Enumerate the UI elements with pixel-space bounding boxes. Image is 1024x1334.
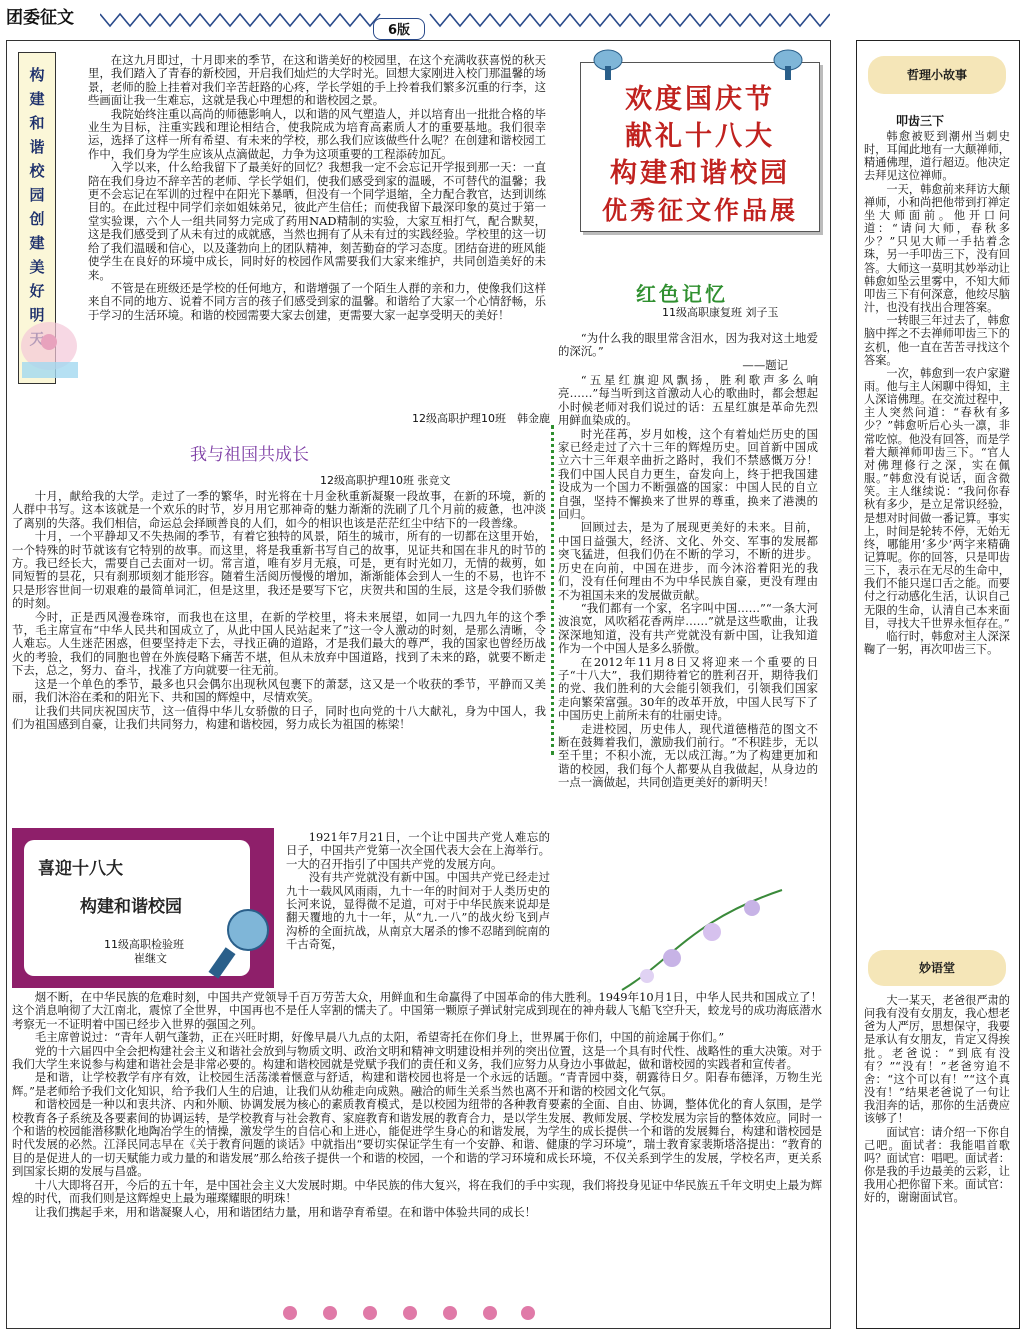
article-paragraph: 让我们携起手来，用和谐凝聚人心，用和谐团结力量，用和谐孕育希望。在和谐中体验共同的成长！ (34, 1204, 536, 1219)
article-paragraph: 是和谐，让学校教学有序有效，让校园生活荡漾着惬意与舒适，构建和谐校园也将是一个永远的话题。“青青园中葵，朝露待日夕。阳春布德泽，万物生光辉。”是老师给予我们文化知识，给予我们人生的启迪，让我们从幼稚走向成熟。融洽的师生关系当然也离不开和谐的校园文化气氛。 (12, 1070, 822, 1098)
vertical-title-char: 校 (29, 162, 45, 180)
article-campus-harmony-byline: 12级高职护理10班 韩金鹿 (412, 412, 550, 425)
flowers-decoration (612, 880, 792, 1000)
vertical-title-char: 美 (29, 258, 45, 276)
story-label: 哲理小故事 (906, 68, 967, 82)
paper-name: 团委征文 (6, 8, 74, 28)
scroll-pin-right-icon (768, 48, 808, 80)
vertical-title-char: 建 (29, 234, 45, 252)
story-paragraph: 一转眼三年过去了，韩愈脑中挥之不去禅师叩齿三下的玄机，他一直在苦苦寻找这个答案。 (864, 314, 1010, 367)
article-grow-with-motherland-title: 我与祖国共成长 (190, 445, 309, 465)
magnifier-decoration (208, 904, 274, 984)
article-paragraph: 毛主席曾说过：“青年人朝气蓬勃，正在兴旺时期，好像早晨八九点的太阳，希望寄托在你们身上，世界属于你们，中国的前途属于你们。” (34, 1030, 725, 1045)
article-paragraph: 和谐校园是一种以和衷共济、内和外顺、协调发展为核心的素质教育模式，是以校园为纽带的各种教育要素的全面、自由、协调，整体优化的育人氛围，是学校教育各子系统及各要素间的协调运转，是学校教育与社会教育、家庭教育和谐发展的教育合力，是以学生发展、教师发展、学校发展为宗旨的整体效应。同时一个和谐的校园能潜移默化地陶冶学生的情操，激发学生的自信心和上进心，能促进学生身心的和谐发展，为学生的成长提供一个和谐的发展舞台，构建和谐校园是时代发展的必然。江泽民同志早在《关于教育问题的谈话》中就指出“要切实保证学生有一个安静、和谐、健康的学习环境”，瑞士教育家裴斯塔洛提出：“教育的目的是促进人的一切天赋能力或力量的和谐发展”那么给孩子提供一个和谐的校园，一个和谐的学习环境和成长环境，不仅关系到学生的发展，学校名声，更关系到国家长期的发展与昌盛。 (12, 1097, 822, 1179)
article-red-memory-epigraph: “为什么我的眼里常含泪水，因为我对这土地爱的深沉。” ——题记 (558, 331, 818, 372)
vertical-title-char: 和 (29, 114, 45, 132)
article-paragraph: 十八大即将召开，今后的五十年，是中国社会主义大发展时期。中华民族的伟大复兴，将在我们的手中实现，我们将投身见证中华民族五千年文明史上最为辉煌的时代，而我们则是这辉煌史上最为璀璨耀眼的明珠！ (12, 1177, 822, 1206)
article-party-history-side (286, 831, 550, 952)
vertical-title-char: 好 (29, 282, 45, 300)
article-paragraph: 党的十六届四中全会把构建社会主义和谐社会放到与物质文明、政治文明和精神文明建设相并列的突出位置，这是一个具有时代性、战略性的重大决策。对于我们大学生来说参与构建和谐社会是非常必要的。构建和谐校园就是党赋予我们的责任和义务，我们应努力从身边小事做起，做和谐校园的实践者和宣传者。 (12, 1043, 822, 1072)
vertical-title-char: 构 (29, 66, 45, 84)
vertical-title (19, 53, 55, 351)
article-campus-harmony (88, 54, 546, 322)
page-number-badge (373, 18, 425, 40)
page-number: 6版 (387, 23, 411, 38)
joke-label: 妙语堂 (918, 961, 955, 975)
article-paragraph: 我院始终注重以高尚的师德影响人，以和谐的风气塑造人，并以培育出一批批合格的毕业生为目标，注重实践和理论相结合，使我院成为培育高素质人才的重要基地。我们很幸运，选择了这样一所有希望、有未来的学校，那么我们应该做些什么呢？在创建和谐校园工作中，我们身为学生应该从点滴做起，力争为这项重要的工程添砖加瓦。 (88, 106, 546, 161)
joke-label-box (868, 950, 1006, 986)
welcome-author-class: 11级高职检验班 (104, 938, 184, 951)
scroll-pin-left-icon (588, 48, 628, 80)
article-paragraph: 走进校园，历史伟人，现代道德楷范的图文不断在鼓舞着我们，激励我们前行。“不积跬步，无以至千里；不积小流，无以成江海。”为了构建更加和谐的校园，我们每个人都要从自我做起，从身边的一点一滴做起，共同创造更美好的新明天！ (558, 721, 818, 790)
article-grow-with-motherland-byline: 12级高职护理10班 张竞文 (320, 474, 451, 487)
masthead-zigzag (100, 10, 830, 32)
lotus-decoration (14, 310, 84, 382)
article-paragraph: 回顾过去，是为了展现更美好的未来。目前，中国日益强大，经济、文化、外交、军事的发展都突飞猛进，但我们仍在不断的学习，不断的进步。历史在向前，中国在进步，而今沐浴着阳光的我们，没有任何理由不为中华民族自豪，更没有理由不为祖国未来的发展做贡献。 (558, 520, 818, 602)
vertical-title-char: 明 (29, 306, 45, 324)
article-paragraph: 这是一个单色的季节，最多也只会偶尔出现秋风包裹下的萧瑟，这又是一个收获的季节，平静而又美丽，我们沐浴在柔和的阳光下、共和国的辉煌中，尽情欢笑。 (12, 676, 546, 705)
article-paragraph: 时光荏苒，岁月如梭，这个有着灿烂历史的国家已经走过了六十三年的辉煌历史。回首新中国成立六十三年艰辛曲折之路时，我们不禁感慨万分！我们中国人民自力更生，奋发向上，终于把我国建设成为一个国力不断强盛的国家：中国人民的自立自强，坚持不懈换来了世界的尊重，换来了港澳的回归。 (558, 426, 818, 522)
welcome-box (12, 828, 274, 988)
bottom-flowers-decoration (270, 1300, 540, 1326)
article-paragraph: 十月，献给我的大学。走过了一季的繁华，时光将在十月金秋重新凝聚一段故事，在新的环境，新的人群中书写。这本该就是一个欢乐的时节，岁月用它那神奇的魅力渐渐的洗刷了几个月前的疲惫，也冲淡了离别的失落。我们相信，命运总会择顾善良的人们，如今的相识也该是茫茫红尘中结下的一段善缘。 (12, 489, 546, 530)
vertical-title-char: 创 (29, 210, 45, 228)
article-paragraph: 在2012年11月8日又将迎来一个重要的日子“十八大”，我们期待着它的胜利召开，期待我们的党、我们胜利的大会能引领我们，引领我们国家走向繁荣富强。30年的改革开放，中国人民写下了中国历史上前所未有的壮丽史诗。 (558, 654, 818, 723)
article-paragraph: 在这九月即过，十月即来的季节，在这和谐美好的校园里，在这个充满收获喜悦的秋天里，我们踏入了青春的新校园，开启我们灿烂的大学时光。回想大家刚进入校门那温馨的场景，老师的脸上挂着对我们辛苦赶路的心疼，学长学姐的手上拎着我们繁多沉重的行李，这些画面让我一生难忘，这就是我心中理想的和谐校园之景。 (88, 53, 546, 108)
exhibition-banner (580, 62, 820, 232)
article-red-memory-title: 红色记忆 (636, 282, 728, 306)
article-paragraph: 入学以来，什么给我留下了最美好的回忆？我想我一定不会忘记开学报到那一天：一直陪在我们身边不辞辛苦的老师、学长学姐们，使我们感受到家的温暖，不可替代的温馨；我更不会忘记在军训的过程中在阳光下暴晒，但没有一个同学退缩，全力配合教官，达到训练目的。在此过程中同学们亲如姐妹弟兄，彼此产生信任；而使我留下最深印象的莫过于第一堂实验课，六个人一组共同努力完成了药用NAD精制的实验，大家互相打气，配合默契，这是我们感受到了从未有过的成就感，当然也拥有了从未有过的实践经验。学校里的这一切给了我们温暖和信心，以及蓬勃向上的团队精神，刻苦勤奋的学习态度。团结奋进的班风能使学生在良好的环境中成长，同时好的校园作风需要我们大家来维护，共同创造美好的未来。 (88, 160, 546, 282)
banner-line-3: 构建和谐校园 (610, 158, 790, 189)
banner-line-2: 献礼十八大 (625, 121, 775, 152)
story-paragraph: 一次，韩愈到一农户家避雨。他与主人闲聊中得知，主人深谙佛理。在交流过程中，主人突然问道：“春秋有多少？”韩愈听后心头一凛，非常吃惊。他没有回答，而是学着大颠禅师叩齿三下。“官人对佛理修行之深，实在佩服。”韩愈没有说话，面含微笑。主人继续说：“我问你春秋有多少，是立足常识经验，是想对时间做一番记算。事实上，时间是轮转不停，无始无终，哪能用‘多少’两字来精确记算呢。你的回答，只是叩齿三下，表示在无尽的生命中，我们不能只逞口舌之能。而要付之行动感化生活，认识自己无限的生命，认清自己本来面目，寻找大千世界永恒存在。” (864, 366, 1010, 630)
welcome-line-2: 构建和谐校园 (80, 897, 182, 917)
epigraph-note: ——题记 (742, 357, 788, 372)
article-paragraph: “五星红旗迎风飘扬，胜利歌声多么响亮……”每当听到这首激动人心的歌曲时，都会想起小时候老师对我们说过的话：五星红旗是革命先烈用鲜血染成的。 (558, 373, 818, 428)
story-label-box (868, 56, 1006, 94)
article-paragraph: “我们都有一个家，名字叫中国……”“一条大河波浪宽，风吹稻花香两岸……”就是这些歌曲，让我深深地知道，没有共产党就没有新中国，让我知道作为一个中国人是多么骄傲。 (558, 600, 818, 656)
vertical-title-char: 园 (29, 186, 45, 204)
masthead (0, 0, 1024, 40)
vertical-title-char: 谐 (29, 138, 45, 156)
article-paragraph: 十月，一个平静却又不失热闹的季节，有着它独特的风景，陌生的城市，所有的一切都在这里开始，一个特殊的时节就该有它特别的故事。而这里，将是我重新书写自己的故事，见证共和国在非凡的时节的方。我已经长大，需要自己去面对一切。常言道，唯有岁月无痕，可是，更有时光如刀，无情的裁剪，如同短暂的昙花，只有刹那顷刻才能形容。随着生活阅历慢慢的增加，渐渐能体会到人一生的不易，也许不只是形容世间一切艰难的最简单词汇，但是这里，我还是要写下它，庆贺共和国的生辰，这是令我们骄傲的时刻。 (12, 529, 546, 611)
philosophy-story (864, 130, 1010, 656)
article-red-memory (558, 374, 818, 790)
article-party-history (12, 991, 822, 1219)
vertical-title-char: 建 (29, 90, 45, 108)
witty-remarks (864, 994, 1010, 1205)
article-grow-with-motherland (12, 490, 546, 731)
story-paragraph: 临行时，韩愈对主人深深鞠了一躬，再次叩齿三下。 (864, 629, 1010, 657)
banner-line-1: 欢度国庆节 (625, 84, 775, 115)
story-paragraph: 一天，韩愈前来拜访大颠禅师，小和尚把他带到打禅定坐大师面前。他开口问道：“请问大师，春秋多少？”只见大师一手拈着念珠，另一手叩齿三下，没有回答。大师这一莫明其妙举动让韩愈如坠云里雾中，不知大师叩齿三下有何深意，他绞尽脑汁，也没有找出合理答案。 (864, 182, 1010, 315)
welcome-author-name: 崔继文 (134, 952, 167, 965)
article-paragraph: 不管是在班级还是学校的任何地方，和谐增强了一个陌生人群的亲和力，使像我们这样来自不同的地方、说着不同方言的孩子们感受到家的温馨。和谐给了大家一个心情舒畅，乐于学习的生活环境。和谐的校园需要大家去创建，更需要大家一起享受明天的美好！ (88, 280, 546, 322)
story-paragraph: 韩愈被贬到潮州当刺史时，耳闻此地有一大颠禅师，精通佛理，道行超迈。他决定去拜见这位禅师。 (864, 130, 1010, 183)
story-title: 叩齿三下 (896, 114, 945, 128)
article-paragraph: 没有共产党就没有新中国。中国共产党已经走过九十一载风风雨雨，九十一年的时间对于人类历史的长河来说，显得微不足道，可对于中华民族来说却是翻天覆地的九十一年，从“九.一八”的战火纷飞到卢沟桥的全面抗战，从南京大屠杀的惨不忍睹到皖南的千古奇冤， (286, 870, 550, 952)
joke-paragraph: 大一某天，老爸很严肃的问我有没有女朋友，我心想老爸为人严厉，思想保守，我要是承认有女朋友，肯定又得挨批。老爸说：“到底有没有？”“没有！”老爸穷追不舍：“这个可以有！”“这个真没有！”结果老爸说了一句让我泪奔的话，那你的生活费应该够了！ (864, 994, 1010, 1126)
article-red-memory-byline: 11级高职康复班 刘子玉 (662, 306, 779, 319)
banner-line-4: 优秀征文作品展 (601, 196, 798, 225)
article-paragraph: 今时，正是西风漫卷珠帘，而我也在这里，在新的学校里，将未来展望，如同一九四九年的这个季节，毛主席宣布“中华人民共和国成立了，从此中国人民站起来了”这一令人激动的时刻，是那么清晰，令人难忘。人生迷茫困惑，但要坚持走下去，寻找正确的道路，才是我们最大的尊严，我的国家也曾经历战火的考验，我们的同胞也曾在外族侵略下痛苦不堪，但从未放弃中国道路，找到了未来的路，就要不断走下去，总之，努力、奋斗，找准了方向就要一往无前。 (12, 609, 546, 678)
joke-paragraph: 面试官：请介绍一下你自己吧。面试者：我能唱首歌吗？面试官：唱吧。面试者：你是我的手边最美的云彩，让我用心把你留下来。面试官：好的，谢谢面试官。 (864, 1125, 1010, 1205)
column-divider (551, 425, 554, 755)
article-paragraph: 烟不断，在中华民族的危难时刻，中国共产党领导千百万劳苦大众，用鲜血和生命赢得了中国革命的伟大胜利。1949年10月1日，中华人民共和国成立了！这个消息响彻了大江南北，震惊了全世界，中国再也不是任人宰割的懦夫了。中国第一颗原子弹试射完成到现在的神舟载人飞船飞空升天，蛟龙号的成功海底潜水考察无一不证明着中国已经步入世界的强国之列。 (12, 990, 822, 1031)
article-paragraph: 1921年7月21日，一个让中国共产党人难忘的日子，中国共产党第一次全国代表大会在上海举行。一大的召开指引了中国共产党的发展方向。 (286, 830, 550, 871)
welcome-line-1: 喜迎十八大 (38, 859, 123, 879)
article-paragraph: 让我们共同庆祝国庆节，这一值得中华儿女骄傲的日子，同时也向党的十八大献礼，身为中国人，我们为祖国感到自豪，让我们共同努力，构建和谐校园，努力成长为祖国的栋梁！ (12, 703, 546, 731)
